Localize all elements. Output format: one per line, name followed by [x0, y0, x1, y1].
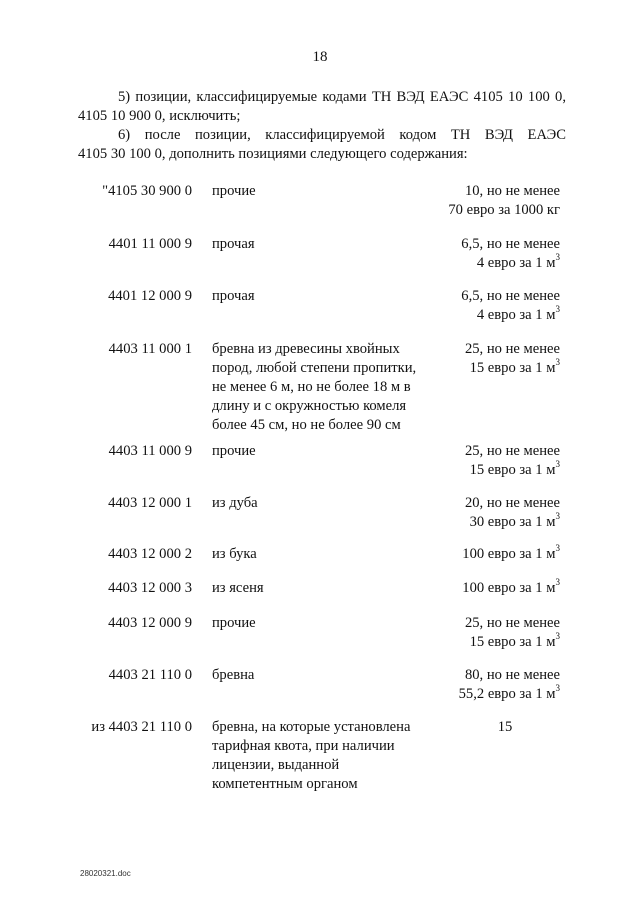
tariff-description: бревна, на которые установлена тарифная квота, при наличии лицензии, выданной компетентным органом [212, 719, 411, 792]
tariff-description: из бука [212, 546, 257, 562]
tariff-code: 4401 11 000 9 [108, 236, 192, 252]
tariff-code: "4105 30 900 0 [102, 183, 192, 199]
intro-paragraph-6 [78, 126, 566, 164]
tariff-rate: 25, но не менее 15 евро за 1 $м^3$ [464, 615, 560, 650]
tariff-rate: 6,5, но не менее 4 евро за 1 $м^3$ [461, 236, 560, 271]
tariff-code: 4403 12 000 9 [108, 615, 192, 631]
tariff-rate: 25, но не менее 15 евро за 1 $м^3$ [464, 341, 560, 376]
tariff-description: прочая [212, 236, 255, 252]
tariff-code: 4403 11 000 1 [108, 341, 192, 357]
tariff-description: бревна из древесины хвойных пород, любой степени пропитки, не менее 6 м, но не более 18 м в длину и с окружностью комеля более 45 см, но не более 90 см [212, 341, 417, 433]
tariff-rate: 15 [497, 719, 513, 735]
tariff-description: прочие [212, 443, 256, 459]
tariff-rate: 25, но не менее 15 евро за 1 $м^3$ [464, 443, 560, 478]
tariff-rate: 6,5, но не менее 4 евро за 1 $м^3$ [461, 288, 560, 323]
tariff-description: из дуба [212, 495, 258, 511]
tariff-description: прочая [212, 288, 255, 304]
tariff-rate: 80, но не менее 55,2 евро за 1 $м^3$ [458, 667, 560, 702]
intro-p6-line1: 6) после позиции, классифицируемой кодом ТН ВЭД ЕАЭС [118, 127, 566, 143]
tariff-rate: 100 евро за 1 $м^3$ [462, 577, 560, 596]
file-name-footer: 28020321.doc [80, 869, 131, 878]
intro-p5-line1: 5) позиции, классифицируемые кодами ТН ВЭД ЕАЭС 4105 10 100 0, [118, 89, 566, 105]
tariff-description: прочие [212, 183, 256, 199]
tariff-description: из ясеня [212, 580, 264, 596]
tariff-rate: 10, но не менее 70 евро за 1000 кг [448, 183, 560, 218]
tariff-code: 4403 21 110 0 [108, 667, 192, 683]
tariff-code: 4403 12 000 2 [108, 546, 192, 562]
intro-p6-line2: 4105 30 100 0, дополнить позициями следующего содержания: [78, 146, 468, 162]
page-number: 18 [312, 49, 328, 65]
tariff-rate: 20, но не менее 30 евро за 1 $м^3$ [464, 495, 560, 530]
tariff-code: 4403 12 000 1 [108, 495, 192, 511]
tariff-code: 4403 12 000 3 [108, 580, 192, 596]
tariff-code: 4401 12 000 9 [108, 288, 192, 304]
tariff-rate: 100 евро за 1 $м^3$ [462, 543, 560, 562]
tariff-code: 4403 11 000 9 [108, 443, 192, 459]
tariff-description: бревна [212, 667, 255, 683]
intro-p5-line2: 4105 10 900 0, исключить; [78, 108, 241, 124]
tariff-description: прочие [212, 615, 256, 631]
intro-paragraph-5 [78, 88, 566, 126]
tariff-code: из 4403 21 110 0 [91, 719, 192, 735]
